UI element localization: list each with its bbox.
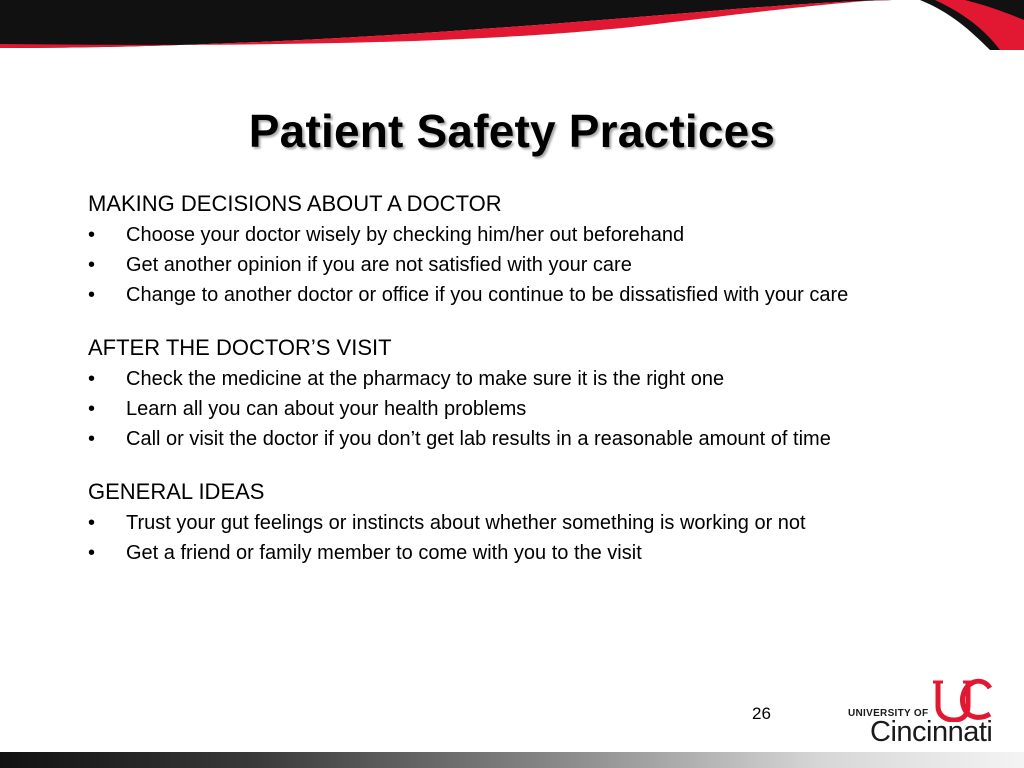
section-making-decisions — [88, 190, 948, 308]
slide-content — [88, 190, 948, 592]
list-item — [88, 511, 948, 536]
header-swoosh — [0, 0, 1024, 60]
bullet-icon: • — [88, 398, 96, 420]
bullet-icon: • — [88, 224, 96, 246]
bullet-list — [88, 367, 948, 452]
bullet-list — [88, 223, 948, 308]
list-item — [88, 367, 948, 392]
list-item-text: Get a friend or family member to come with you to the visit — [126, 542, 642, 564]
list-item-text: Change to another doctor or office if you continue to be dissatisfied with your care — [126, 284, 849, 306]
list-item — [88, 223, 948, 248]
list-item-text: Call or visit the doctor if you don’t get lab results in a reasonable amount of time — [126, 428, 831, 450]
list-item-text: Check the medicine at the pharmacy to make sure it is the right one — [126, 368, 725, 390]
bullet-icon: • — [88, 428, 96, 450]
list-item — [88, 283, 948, 308]
slide-title: Patient Safety Practices — [248, 105, 776, 157]
list-item-text: Learn all you can about your health problems — [126, 398, 527, 420]
bullet-icon: • — [88, 512, 96, 534]
list-item-text: Choose your doctor wisely by checking him/her out beforehand — [126, 224, 685, 246]
bullet-icon: • — [88, 284, 96, 306]
list-item — [88, 397, 948, 422]
bullet-icon: • — [88, 542, 96, 564]
footer-gradient-band — [0, 752, 1024, 768]
logo-line2: Cincinnati — [870, 716, 993, 748]
list-item — [88, 253, 948, 278]
section-general-ideas — [88, 478, 948, 566]
bullet-icon: • — [88, 368, 96, 390]
bullet-icon: • — [88, 254, 96, 276]
list-item — [88, 541, 948, 566]
logo-line1: UNIVERSITY OF — [848, 708, 929, 719]
university-logo — [848, 678, 998, 748]
page-number: 26 — [752, 704, 771, 723]
section-heading: AFTER THE DOCTOR’S VISIT — [88, 335, 392, 360]
section-after-visit — [88, 334, 948, 452]
bullet-list — [88, 511, 948, 566]
list-item-text: Trust your gut feelings or instincts about whether something is working or not — [126, 512, 806, 534]
section-heading: MAKING DECISIONS ABOUT A DOCTOR — [88, 191, 502, 216]
list-item — [88, 427, 948, 452]
section-heading: GENERAL IDEAS — [88, 479, 265, 504]
list-item-text: Get another opinion if you are not satisfied with your care — [126, 254, 632, 276]
